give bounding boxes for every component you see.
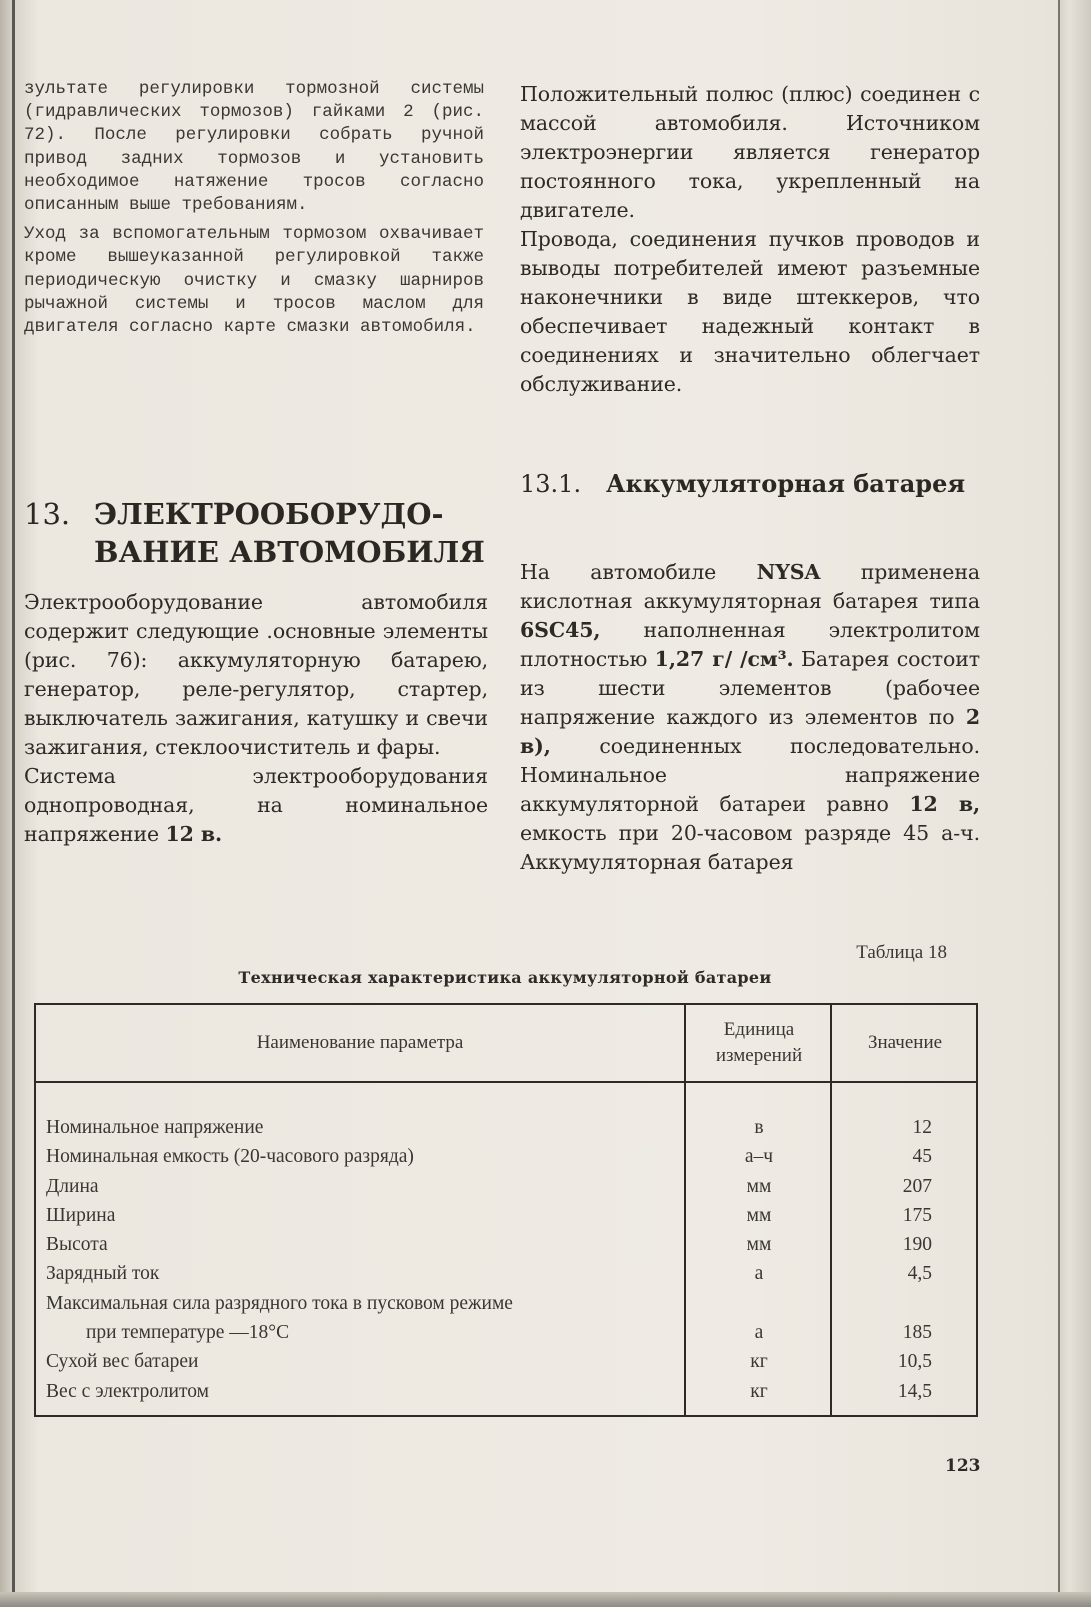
battery-spec-table bbox=[34, 1003, 978, 1417]
paragraph-brake-adjustment: зультате регулировки тормозной системы (гидравлических тормозов) гайками 2 (рис. 72). После регулировки собрать ручной привод задних тормозов и установить необходимое натяжение тросов согласно описанным выше требованиям. bbox=[24, 79, 484, 216]
page-stack-edge bbox=[1058, 0, 1091, 1607]
page-number: 123 bbox=[945, 1456, 981, 1476]
cell-value: 12 bbox=[912, 1117, 932, 1138]
chapter-title: ЭЛЕКТРООБОРУДО-ВАНИЕ АВТОМОБИЛЯ bbox=[94, 497, 485, 569]
cell-parameter: Сухой вес батареи bbox=[46, 1351, 199, 1373]
cell-unit: а bbox=[754, 1322, 764, 1344]
table-body bbox=[36, 1113, 976, 1406]
cell-value: 4,5 bbox=[907, 1263, 932, 1285]
cell-unit: кг bbox=[750, 1380, 768, 1402]
battery-type: 6SC45, bbox=[520, 618, 601, 642]
section-title: Аккумуляторная батарея bbox=[606, 469, 966, 498]
cell-voltage: 2 в), bbox=[520, 705, 980, 758]
cell-unit: мм bbox=[746, 1204, 772, 1226]
paragraph-wiring: Провода, соединения пучков проводов и выводы потребителей имеют разъемные наконечники в виде штеккеров, что обеспечивает надежный контакт в соединениях и значительно облегчает обслуживание. bbox=[520, 227, 980, 396]
right-column-section-text bbox=[520, 558, 980, 877]
text-span: наполненная электролитом плотностью bbox=[520, 618, 980, 671]
cell-parameter: Номинальная емкость (20-часового разряда) bbox=[46, 1146, 414, 1168]
cell-parameter: Ширина bbox=[46, 1204, 116, 1226]
table-row bbox=[36, 1259, 976, 1288]
header-unit-text: Единица измерений bbox=[715, 1019, 803, 1066]
table-row bbox=[36, 1201, 976, 1230]
text-span: соединенных последовательно. Номинальное напряжение аккумуляторной батареи равно bbox=[520, 734, 980, 816]
paragraph-single-wire-system bbox=[24, 762, 488, 849]
cell-unit: в bbox=[754, 1117, 764, 1138]
table-header bbox=[36, 1005, 976, 1083]
cell-value: 14,5 bbox=[897, 1380, 932, 1402]
cell-parameter: Длина bbox=[46, 1175, 99, 1197]
cell-value: 45 bbox=[912, 1146, 932, 1168]
cell-value: 190 bbox=[902, 1234, 932, 1256]
header-value: Значение bbox=[830, 1005, 978, 1081]
section-heading bbox=[520, 468, 980, 500]
cell-parameter: Высота bbox=[46, 1234, 108, 1256]
single-wire-text: Система электрооборудования однопроводная, на номинальное напряжение bbox=[24, 764, 488, 846]
chapter-number: 13. bbox=[24, 497, 71, 531]
paragraph-battery-description bbox=[520, 558, 980, 877]
left-column-top bbox=[24, 78, 484, 339]
cell-parameter: Вес с электролитом bbox=[46, 1380, 209, 1402]
electrolyte-density: 1,27 г/ /см³. bbox=[654, 647, 794, 671]
paragraph-auxiliary-brake-care: Уход за вспомогательным тормозом охвачивает кроме вышеуказанной регулировкой также периодическую очистку и смазку шарниров рычажной системы и тросов маслом для двигателя согласно карте смазки автомобиля. bbox=[24, 224, 484, 338]
table-row bbox=[36, 1289, 976, 1348]
section-number: 13.1. bbox=[520, 470, 582, 498]
cell-value: 207 bbox=[902, 1175, 932, 1197]
cell-parameter-line1: Максимальная сила разрядного тока в пусковом режиме bbox=[46, 1292, 513, 1314]
table-row bbox=[36, 1142, 976, 1171]
nominal-voltage: 12 в, bbox=[909, 792, 981, 816]
brand-name: NYSA bbox=[756, 560, 821, 584]
text-span: На автомобиле bbox=[520, 560, 717, 584]
cell-parameter: Зарядный ток bbox=[46, 1263, 160, 1285]
table-title: Техническая характеристика аккумуляторной батареи bbox=[238, 968, 772, 987]
table-row bbox=[36, 1113, 976, 1142]
table-label: Таблица 18 bbox=[856, 942, 947, 963]
table-row bbox=[36, 1172, 976, 1201]
chapter-heading bbox=[24, 495, 494, 571]
cell-unit: кг bbox=[750, 1351, 768, 1373]
left-column-chapter-text bbox=[24, 588, 488, 849]
system-voltage: 12 в. bbox=[165, 822, 223, 846]
cell-parameter-line2: при температуре —18°С bbox=[86, 1322, 290, 1344]
text-span: емкость при 20-часовом разряде 45 а-ч. Аккумуляторная батарея bbox=[520, 821, 980, 874]
text-span: Батарея состоит из шести элементов (рабочее напряжение каждого из элементов по bbox=[520, 647, 981, 729]
table-row bbox=[36, 1347, 976, 1376]
right-column-top bbox=[520, 80, 980, 399]
header-parameter: Наименование параметра bbox=[256, 1032, 464, 1053]
cell-unit: а–ч bbox=[744, 1146, 774, 1168]
cell-unit: мм bbox=[746, 1234, 772, 1256]
cell-parameter: Номинальное напряжение bbox=[46, 1117, 264, 1138]
cell-value: 10,5 bbox=[897, 1351, 932, 1373]
cell-value: 175 bbox=[902, 1204, 932, 1226]
paragraph-electrical-components: Электрооборудование автомобиля содержит следующие .основные элементы (рис. 76): аккумуляторную батарею, генератор, реле-регулятор, стартер, выключатель зажигания, катушку и свечи зажигания, стеклоочиститель и фары. bbox=[24, 590, 488, 759]
cell-value: 185 bbox=[902, 1322, 932, 1344]
table-row bbox=[36, 1230, 976, 1259]
cell-unit: мм bbox=[746, 1175, 772, 1197]
header-unit bbox=[684, 1005, 832, 1081]
paragraph-positive-pole: Положительный полюс (плюс) соединен с массой автомобиля. Источником электроэнергии является генератор постоянного тока, укрепленный на двигателе. bbox=[520, 82, 980, 222]
page-bottom-edge bbox=[0, 1592, 1091, 1607]
text-span: применена кислотная аккумуляторная батарея типа bbox=[520, 560, 981, 613]
cell-unit: а bbox=[754, 1263, 764, 1285]
cell-parameter bbox=[46, 1289, 680, 1348]
table-row bbox=[36, 1377, 976, 1406]
